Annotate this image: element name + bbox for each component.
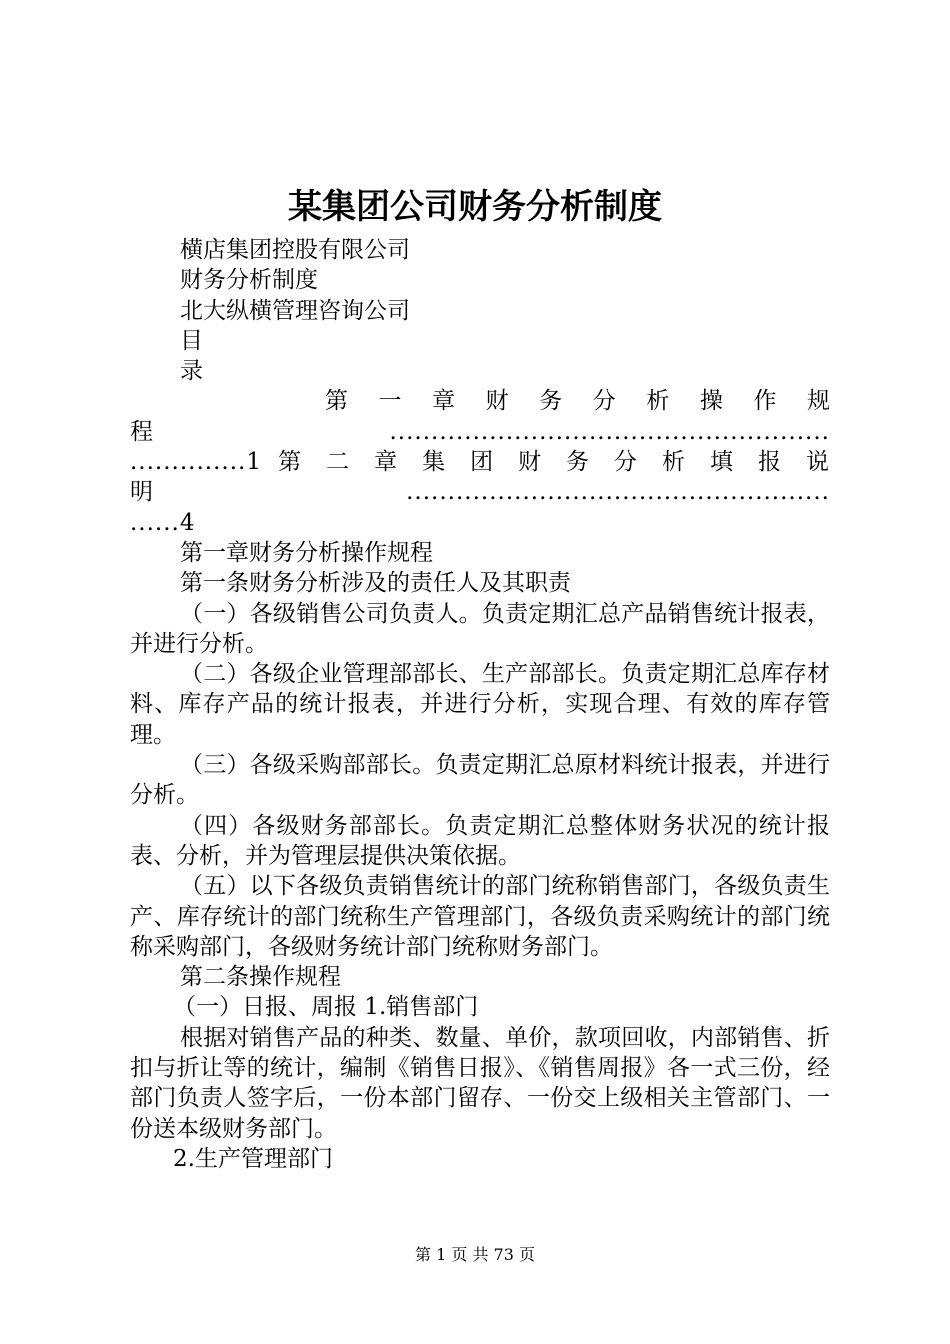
article2-heading: 第二条操作规程 xyxy=(180,964,341,991)
consultant-name: 北大纵横管理咨询公司 xyxy=(180,297,410,324)
page-title: 某集团公司财务分析制度 xyxy=(288,187,662,227)
article1-heading: 第一条财务分析涉及的责任人及其职责 xyxy=(180,570,571,597)
duty-item-1: （一）各级销售公司负责人。负责定期汇总产品销售统计报表，并进行分析。 xyxy=(130,600,830,657)
document-body xyxy=(130,235,830,1174)
toc-entry-chapter2-line1[interactable]: ..............1 第 二 章 集 团 财 务 分 析 填 报 说 xyxy=(130,449,830,476)
toc-heading-part2: 录 xyxy=(180,358,203,385)
duty-item-4: （四）各级财务部部长。负责定期汇总整体财务状况的统计报表、分析，并为管理层提供决策依据。 xyxy=(130,812,830,869)
toc-entry-chapter2-line2[interactable]: 明................................................... xyxy=(130,479,830,506)
sales-paragraph: 根据对销售产品的种类、数量、单价，款项回收，内部销售、折扣与折让等的统计，编制《销售日报》、《销售周报》各一式三份，经部门负责人签字后，一份本部门留存、一份交上级相关主管部门、一份送本级财务部门。 xyxy=(130,1024,830,1142)
chapter1-heading: 第一章财务分析操作规程 xyxy=(180,539,433,566)
toc-entry-chapter2-line3[interactable]: ......4 xyxy=(130,509,196,536)
duty-item-5: （五）以下各级负责销售统计的部门统称销售部门，各级负责生产、库存统计的部门统称生产管理部门，各级负责采购统计的部门统称采购部门，各级财务统计部门统称财务部门。 xyxy=(130,873,830,960)
toc-heading-part1: 目 xyxy=(180,327,203,354)
daily-weekly-heading: （一）日报、周报 1.销售部门 xyxy=(173,994,479,1021)
page-footer: 第 1 页 共 73 页 xyxy=(415,1245,535,1264)
toc-entry-chapter1-line2[interactable]: 程..................................................... xyxy=(130,418,830,445)
table-of-contents xyxy=(130,386,830,537)
toc-entry-chapter1-line1[interactable]: 第 一 章 财 务 分 析 操 作 规 xyxy=(325,388,830,415)
production-heading: 2.生产管理部门 xyxy=(173,1145,333,1172)
duty-item-3: （三）各级采购部部长。负责定期汇总原材料统计报表，并进行分析。 xyxy=(130,752,830,809)
document-subtitle: 财务分析制度 xyxy=(180,267,318,294)
duty-item-2: （二）各级企业管理部部长、生产部部长。负责定期汇总库存材料、库存产品的统计报表，并进行分析，实现合理、有效的库存管理。 xyxy=(130,661,830,748)
company-name: 横店集团控股有限公司 xyxy=(180,237,410,263)
